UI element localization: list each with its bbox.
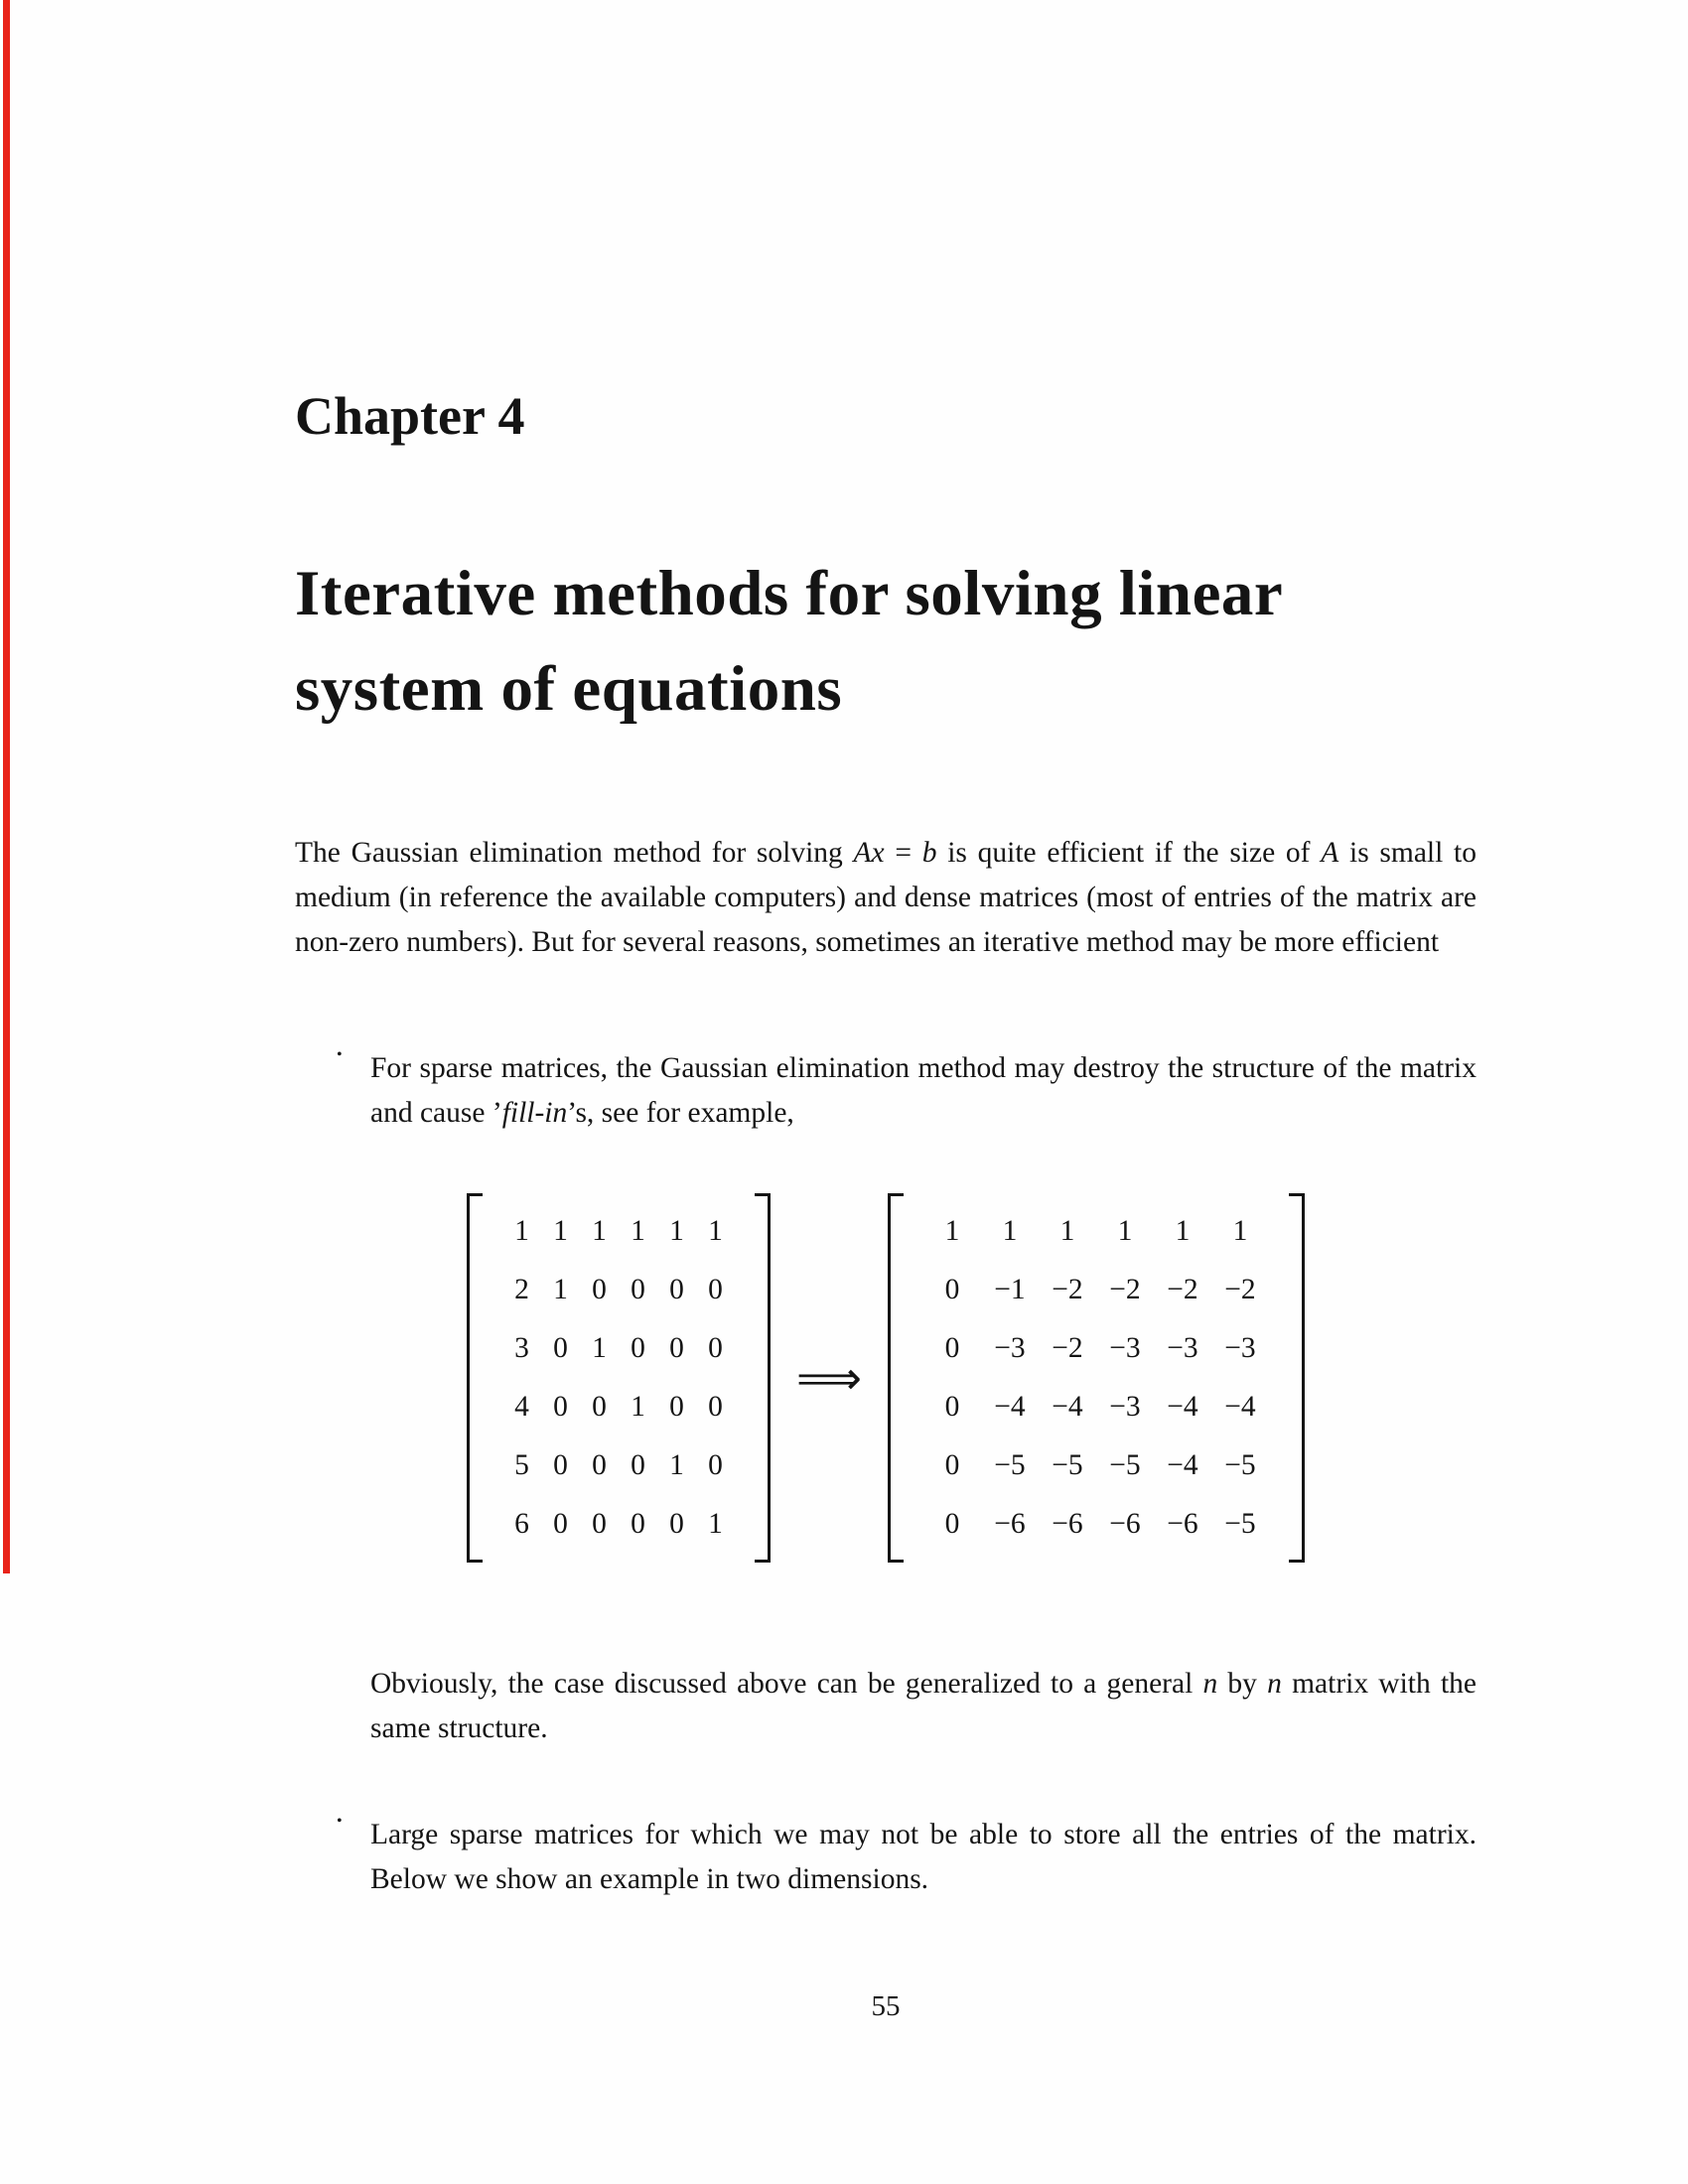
matrix-body xyxy=(904,1193,1289,1563)
chapter-title-line-2: system of equations xyxy=(295,653,843,725)
matrix-cell: 1 xyxy=(944,1215,960,1247)
text-segment: Obviously, the case discussed above can be generalized to a general xyxy=(370,1668,1203,1700)
chapter-title-line-1: Iterative methods for solving linear xyxy=(295,558,1284,629)
text-segment: A xyxy=(1321,837,1339,869)
matrix-cell: −4 xyxy=(1167,1391,1198,1423)
generalization-note xyxy=(370,1662,1477,1751)
text-segment: is small to medium (in reference the available computers) and dense matrices (most of entries of the matrix are non-zero numbers). But for several reasons, sometimes an iterative method may be more efficient xyxy=(295,837,1477,958)
matrix-cell: 1 xyxy=(1002,1215,1018,1247)
matrix-cell: −4 xyxy=(1224,1391,1256,1423)
matrix-cell: −6 xyxy=(1167,1508,1198,1540)
matrix-cell: 5 xyxy=(514,1449,529,1481)
matrix-cell: −5 xyxy=(1224,1508,1256,1540)
matrix-left-bracket xyxy=(888,1193,904,1563)
matrix-cell: 0 xyxy=(631,1332,645,1364)
matrix-cell: 1 xyxy=(631,1391,645,1423)
text-segment: The Gaussian elimination method for solving xyxy=(295,837,854,869)
matrix-cell: −6 xyxy=(1109,1508,1141,1540)
matrix-cell: −2 xyxy=(1052,1274,1083,1305)
bullet-marker: • xyxy=(337,1813,343,1830)
matrix-cell: 0 xyxy=(553,1508,568,1540)
bullet-item-fill-in xyxy=(337,1046,1477,1136)
matrix-cell: 0 xyxy=(592,1274,607,1305)
matrix-left-bracket xyxy=(467,1193,483,1563)
bullet-text xyxy=(370,1046,1477,1136)
intro-paragraph xyxy=(295,831,1477,965)
matrix-row xyxy=(502,1202,735,1261)
matrix-cell: 0 xyxy=(631,1274,645,1305)
bullet-marker: • xyxy=(337,1046,343,1063)
text-segment: For sparse matrices, the Gaussian elimination method may destroy the structure of the matrix and cause ’ xyxy=(370,1052,1477,1129)
matrix-row xyxy=(502,1495,735,1554)
matrix-cell: 2 xyxy=(514,1274,529,1305)
matrix-row xyxy=(923,1436,1269,1495)
matrix-cell: 0 xyxy=(553,1391,568,1423)
matrix-row xyxy=(923,1261,1269,1319)
text-segment: matrix with the same structure. xyxy=(370,1668,1477,1744)
matrix-cell: −3 xyxy=(1109,1391,1141,1423)
matrix-cell: −4 xyxy=(994,1391,1026,1423)
matrix-cell: 0 xyxy=(669,1274,684,1305)
implies-arrow: ⟹ xyxy=(796,1351,862,1405)
page-number: 55 xyxy=(871,1990,901,2022)
matrix-cell: 0 xyxy=(669,1391,684,1423)
matrix-cell: 0 xyxy=(944,1391,960,1423)
bullet-text xyxy=(370,1813,1477,1902)
matrix-cell: 1 xyxy=(592,1215,607,1247)
matrix-cell: 1 xyxy=(631,1215,645,1247)
matrix-cell: 1 xyxy=(669,1215,684,1247)
matrix-cell: 0 xyxy=(592,1508,607,1540)
matrix-cell: −5 xyxy=(1109,1449,1141,1481)
matrix-cell: 0 xyxy=(553,1332,568,1364)
matrix-cell: −5 xyxy=(1052,1449,1083,1481)
text-segment: by xyxy=(1217,1668,1268,1700)
matrix-row xyxy=(502,1319,735,1378)
text-segment: n xyxy=(1267,1668,1282,1700)
matrix-cell: 0 xyxy=(708,1391,723,1423)
matrix-cell: −1 xyxy=(994,1274,1026,1305)
matrix-cell: −2 xyxy=(1052,1332,1083,1364)
matrix-right-bracket xyxy=(1289,1193,1305,1563)
matrix-cell: 4 xyxy=(514,1391,529,1423)
matrix-cell: 0 xyxy=(592,1391,607,1423)
matrix-before-elimination xyxy=(467,1193,771,1563)
text-segment: Large sparse matrices for which we may not be able to store all the entries of the matrix. Below we show an example in two dimensions. xyxy=(370,1819,1477,1895)
matrix-cell: 1 xyxy=(1232,1215,1248,1247)
text-segment: n xyxy=(1202,1668,1218,1700)
matrix-row xyxy=(502,1261,735,1319)
red-margin-bar xyxy=(3,0,10,1573)
matrix-cell: −4 xyxy=(1167,1449,1198,1481)
matrix-cell: 3 xyxy=(514,1332,529,1364)
matrix-cell: 1 xyxy=(592,1332,607,1364)
text-segment: Ax xyxy=(853,837,885,869)
matrix-cell: −2 xyxy=(1109,1274,1141,1305)
matrix-cell: −3 xyxy=(1109,1332,1141,1364)
matrix-row xyxy=(923,1495,1269,1554)
matrix-cell: 1 xyxy=(553,1274,568,1305)
matrix-cell: 1 xyxy=(1059,1215,1075,1247)
matrix-cell: −6 xyxy=(1052,1508,1083,1540)
matrix-cell: 0 xyxy=(944,1449,960,1481)
matrix-figure xyxy=(295,1193,1477,1563)
matrix-cell: 0 xyxy=(944,1274,960,1305)
matrix-cell: 1 xyxy=(669,1449,684,1481)
matrix-cell: 0 xyxy=(708,1274,723,1305)
matrix-cell: −2 xyxy=(1167,1274,1198,1305)
matrix-body xyxy=(483,1193,755,1563)
matrix-cell: 0 xyxy=(944,1332,960,1364)
chapter-title xyxy=(295,546,1477,737)
page-content xyxy=(295,0,1477,1902)
bullet-item-large-sparse xyxy=(337,1813,1477,1902)
matrix-row xyxy=(502,1436,735,1495)
matrix-cell: 0 xyxy=(553,1449,568,1481)
matrix-row xyxy=(923,1319,1269,1378)
matrix-cell: −3 xyxy=(994,1332,1026,1364)
chapter-label: Chapter 4 xyxy=(295,386,525,446)
text-segment: ’s, see for example, xyxy=(567,1097,794,1129)
matrix-cell: 0 xyxy=(708,1332,723,1364)
matrix-right-bracket xyxy=(755,1193,771,1563)
matrix-cell: 1 xyxy=(1175,1215,1191,1247)
matrix-cell: −5 xyxy=(994,1449,1026,1481)
matrix-cell: 0 xyxy=(631,1449,645,1481)
matrix-cell: 1 xyxy=(708,1508,723,1540)
matrix-row xyxy=(502,1378,735,1436)
matrix-cell: −3 xyxy=(1167,1332,1198,1364)
matrix-cell: 1 xyxy=(514,1215,529,1247)
matrix-cell: 1 xyxy=(708,1215,723,1247)
text-segment: fill-in xyxy=(501,1097,568,1129)
matrix-cell: 1 xyxy=(1117,1215,1133,1247)
matrix-cell: −4 xyxy=(1052,1391,1083,1423)
matrix-after-elimination xyxy=(888,1193,1305,1563)
text-segment: b xyxy=(921,837,937,869)
text-segment: = xyxy=(884,837,922,869)
matrix-cell: −2 xyxy=(1224,1274,1256,1305)
matrix-cell: 0 xyxy=(669,1332,684,1364)
matrix-cell: 0 xyxy=(708,1449,723,1481)
matrix-cell: 0 xyxy=(944,1508,960,1540)
matrix-cell: 0 xyxy=(631,1508,645,1540)
matrix-cell: −5 xyxy=(1224,1449,1256,1481)
text-segment: is quite efficient if the size of xyxy=(936,837,1322,869)
matrix-row xyxy=(923,1202,1269,1261)
matrix-cell: −6 xyxy=(994,1508,1026,1540)
matrix-cell: 1 xyxy=(553,1215,568,1247)
matrix-cell: 0 xyxy=(592,1449,607,1481)
matrix-row xyxy=(923,1378,1269,1436)
matrix-cell: −3 xyxy=(1224,1332,1256,1364)
matrix-cell: 6 xyxy=(514,1508,529,1540)
matrix-cell: 0 xyxy=(669,1508,684,1540)
